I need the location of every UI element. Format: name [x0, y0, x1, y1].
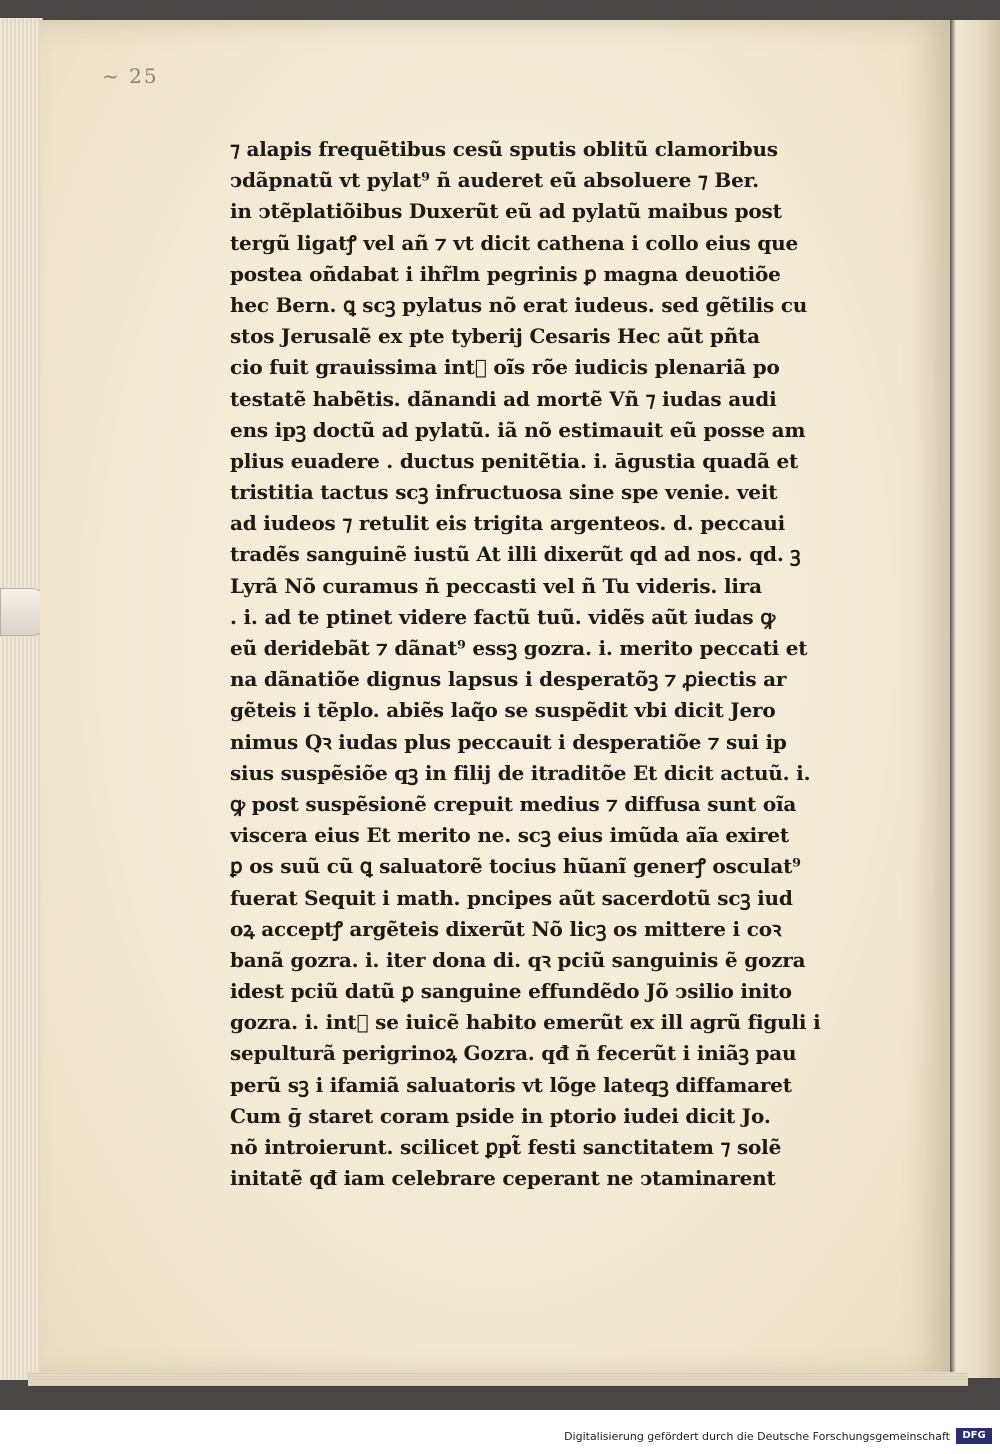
text-line: stos Jerusalẽ ex pte tyberij Cesaris Hec aũt pñta	[230, 324, 760, 349]
text-line: banã gozra. i. iter dona di. qꝛ pciũ sanguinis ẽ gozra	[230, 947, 806, 972]
text-line: initatẽ qđ iam celebrare ceperant ne ↄtaminarent	[230, 1166, 776, 1191]
text-line: cio fuit grauissima int᷑ oĩs rõe iudicis plenariã po	[230, 355, 780, 380]
text-line: plius euadere . ductus penitẽtia. i. āgustia quadã et	[230, 448, 799, 473]
text-line: nõ introierunt. scilicet ꝑpt̃ festi sanctitatem ⁊ solẽ	[230, 1135, 782, 1159]
page-number-mark: ~ 25	[102, 64, 159, 88]
text-line: fuerat Sequit i math. pncipes aũt sacerdotũ scꝫ iud	[230, 885, 793, 910]
text-line: viscera eius Et merito ne. scꝫ eius imũda aĩa exiret	[230, 823, 789, 848]
text-line: ꝙ post suspẽsionẽ crepuit medius ⁊ diffusa sunt oĩa	[230, 791, 797, 816]
text-line: postea oñdabat i ihr̃lm pegrinis ꝑ magna deuotiõe	[230, 261, 781, 286]
text-line: sius suspẽsiõe qꝫ in filij de itraditõe Et dicit actuũ. i.	[230, 760, 811, 785]
text-line: ꝑ os suũ cũ ꝗ saluatorẽ tocius hũanĩ generꝭ osculat⁹	[230, 854, 801, 879]
text-line: ↄdãpnatũ vt pylat⁹ ñ auderet eũ absoluere ⁊ Ber.	[230, 168, 759, 193]
text-line: oꝝ acceptꝭ argẽteis dixerũt Nõ licꝫ os mittere i coꝛ	[230, 916, 782, 941]
text-line: ens ipꝫ doctũ ad pylatũ. iã nõ estimauit eũ posse am	[230, 417, 806, 442]
text-line: idest pciũ datũ ꝑ sanguine effundẽdo Jõ ↄsilio inito	[230, 979, 792, 1004]
text-line: tergũ ligatꝭ vel añ ⁊ vt dicit cathena i collo eius que	[230, 230, 798, 255]
text-block	[230, 134, 858, 1194]
text-line: sepulturã perigrinoꝝ Gozra. qđ ñ fecerũt i iniãꝫ pau	[230, 1041, 797, 1066]
text-line: tradẽs sanguinẽ iustũ At illi dixerũt qd ad nos. qd. ꝫ	[230, 542, 801, 567]
text-line: perũ sꝫ i ifamiã saluatoris vt lõge lateqꝫ diffamaret	[230, 1072, 792, 1097]
text-line: testatẽ habẽtis. dãnandi ad mortẽ Vñ ⁊ iudas audi	[230, 386, 777, 411]
text-line: Cum ḡ staret coram pside in ptorio iudei dicit Jo.	[230, 1103, 771, 1128]
text-line: tristitia tactus scꝫ infructuosa sine spe venie. veit	[230, 480, 778, 505]
dfg-logo: DFG	[956, 1428, 992, 1444]
text-line: nimus Qꝛ iudas plus peccauit i desperatiõe ⁊ sui ip	[230, 729, 787, 754]
text-line: gozra. i. int᷑ se iuicẽ habito emerũt ex ill agrũ figuli i	[230, 1010, 821, 1035]
text-line: . i. ad te ptinet videre factũ tuũ. vidẽs aũt iudas ꝙ	[230, 604, 776, 629]
text-line: in ↄtẽplatiõibus Duxerũt eũ ad pylatũ maibus post	[230, 199, 782, 224]
book-page-edges-bottom	[28, 1372, 968, 1386]
text-line: ⁊ alapis frequẽtibus cesũ sputis oblitũ clamoribus	[230, 137, 778, 161]
text-line: Lyrã Nõ curamus ñ peccasti vel ñ Tu videris. lira	[230, 573, 762, 598]
text-line: ad iudeos ⁊ retulit eis trigita argenteos. d. peccaui	[230, 511, 786, 536]
text-line: hec Bern. ꝗ scꝫ pylatus nõ erat iudeus. sed gẽtilis cu	[230, 292, 808, 317]
book-page-edges-left	[0, 18, 43, 1380]
text-line: gẽteis i tẽplo. abiẽs laq̃o se suspẽdit vbi dicit Jero	[230, 698, 776, 723]
digitization-credit: Digitalisierung gefördert durch die Deutsche Forschungsgemeinschaft	[564, 1430, 950, 1443]
text-line: eũ deridebãt ⁊ dãnat⁹ essꝫ gozra. i. merito peccati et	[230, 636, 808, 660]
text-line: na dãnatiõe dignus lapsus i desperatõꝫ ⁊ ꝓiectis ar	[230, 667, 787, 692]
footer-bar	[0, 1410, 1000, 1454]
book-page-edge-right	[950, 20, 1000, 1378]
